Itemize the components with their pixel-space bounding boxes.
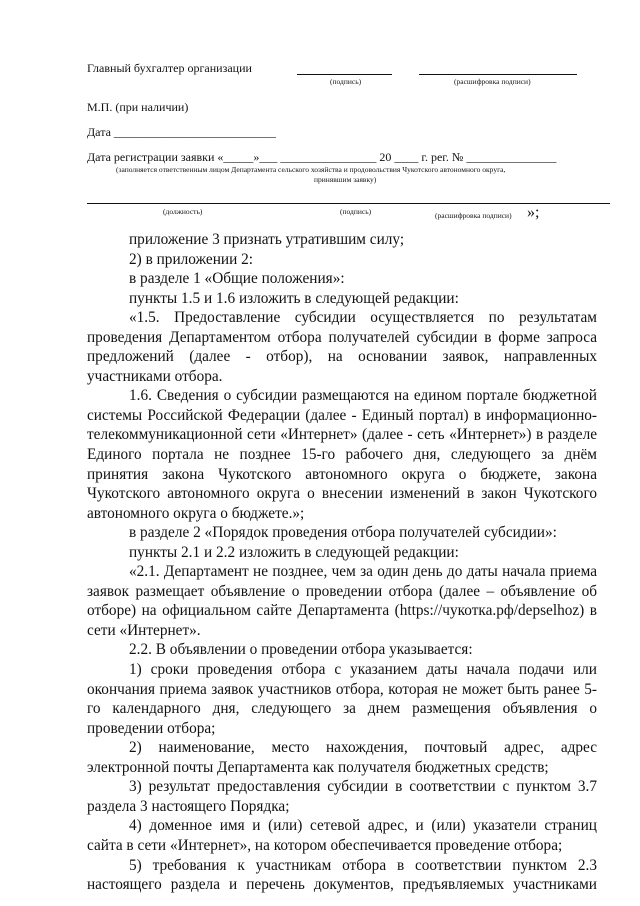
paragraph: в разделе 2 «Порядок проведения отбора получателей субсидии»: [129,524,557,542]
paragraph: приложение 3 признать утратившим силу; [129,231,405,248]
closing-mark: »; [527,204,540,221]
paragraph: 1.6. Сведения о субсидии размещаются на едином портале бюджетной системы Российской Федерации (далее - Единый портал) в информационно-телекоммуникационной сети «Интернет» (далее - сеть «Интернет») в разделе Единого портала не позднее 15-го рабочего дня, следующего за днём принятия закона Чукотского автономного округа о бюджете, закона Чукотского автономного округа о внесении изменений в закон Чукотского автономного округа о бюджете.»; [87,387,597,522]
paragraph: в разделе 1 «Общие положения»: [129,270,345,288]
paragraph: 4) доменное имя и (или) сетевой адрес, и (или) указатели страниц сайта в сети «Интернет», на котором обеспечивается проведение отбора; [87,817,597,854]
position-caption: (должность) [163,207,203,216]
chief-accountant-label: Главный бухгалтер организации [87,61,252,75]
decipher-caption: (расшифровка подписи) [454,77,531,86]
paragraph: пункты 2.1 и 2.2 изложить в следующей редакции: [129,543,459,561]
paragraph: 3) результат предоставления субсидии в соответствии с пунктом 3.7 раздела 3 настоящего Порядка; [87,778,597,815]
paragraph: 1) сроки проведения отбора с указанием даты начала подачи или окончания приема заявок участников отбора, которая не может быть ранее 5-го календарного дня, следующего за днем размещения объявления о проведении отбора; [87,661,597,737]
signature-caption-2: (подпись) [340,207,372,216]
paragraph: 5) требования к участникам отбора в соответствии пунктом 2.3 настоящего раздела и перечень документов, предъявляемых участниками [87,856,597,894]
paragraph: 2) в приложении 2: [129,250,253,268]
date-line: ___________________________ [113,125,276,139]
date-row [87,125,276,140]
registration-line: Дата регистрации заявки «_____»___ ________________ 20 ____ г. рег. № _______________ [87,150,557,164]
document-body [87,230,597,895]
decipher-caption-2: (расшифровка подписи) [435,211,512,220]
paragraph: 2) наименование, место нахождения, почтовый адрес, адрес электронной почты Департамента как получателя бюджетных средств; [87,739,597,776]
decipher-line [419,74,577,75]
registration-note-2: принявшим заявку) [314,175,377,184]
signature-line [297,74,392,75]
stamp-label: М.П. (при наличии) [87,100,189,114]
paragraph: «1.5. Предоставление субсидии осуществляется по результатам проведения Департаментом отбора получателей субсидии в форме запроса предложений (далее - отбор), на основании заявок, направленных участниками отбора. [87,309,597,385]
paragraph: 2.2. В объявлении о проведении отбора указывается: [129,641,473,659]
registration-note: (заполняется ответственным лицом Департамента сельского хозяйства и продовольствия Чукотского автономного округа, [116,165,506,174]
paragraph: пункты 1.5 и 1.6 изложить в следующей редакции: [129,289,459,307]
paragraph: «2.1. Департамент не позднее, чем за один день до даты начала приема заявок размещает объявление о проведении отбора (далее – объявление об отборе) на официальном сайте Департамента (https://чукотка.рф/depselhoz) в сети «Интернет». [87,563,597,639]
signature-caption: (подпись) [330,77,362,86]
date-label: Дата [87,125,111,139]
